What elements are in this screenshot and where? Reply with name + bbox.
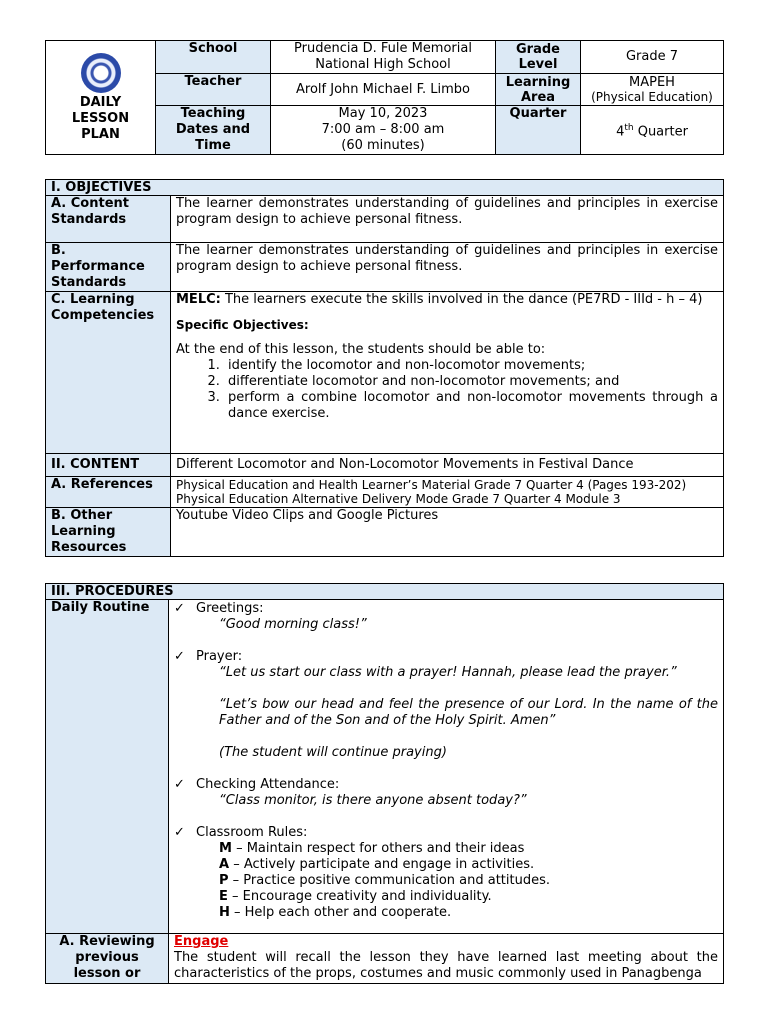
rule-line: E – Encourage creativity and individuality. [219,889,492,904]
label-line: previous [75,950,139,965]
logo-cell [46,41,156,155]
area-value [581,74,724,106]
reference-item: Physical Education and Health Learner’s Material Grade 7 Quarter 4 (Pages 193-202) [176,478,687,492]
specific-objectives-label: Specific Objectives: [176,318,309,332]
prayer-note: (The student will continue praying) [219,745,447,760]
procedures-heading: III. PROCEDURES [46,584,724,600]
school-line: National High School [315,57,451,72]
quarter-value: 4th Quarter [581,106,724,155]
other-resources-text: Youtube Video Clips and Google Pictures [171,508,724,557]
content-label: II. CONTENT [46,454,171,477]
label-line: Standards [51,212,127,227]
label-line: Performance [51,259,145,274]
area-line: (Physical Education) [591,89,713,104]
list-item: 1. identify the locomotor and non-locomotor movements; [224,358,718,374]
check-icon: ✓ [174,825,185,840]
grade-label [496,41,581,74]
objectives-heading: I. OBJECTIVES [46,180,724,196]
grade-label-line: Grade [516,42,560,57]
performance-standards-text: The learner demonstrates understanding of guidelines and principles in exercise program design to achieve personal fitness. [171,243,724,292]
rule-line: P – Practice positive communication and attitudes. [219,873,550,888]
area-label-line: Area [520,89,556,105]
grade-label-line: Level [518,57,558,72]
prayer-item: ✓ Prayer: [174,649,243,664]
procedures-table [45,583,724,984]
content-standards-label [46,196,171,243]
performance-standards-label [46,243,171,292]
rules-item: ✓ Classroom Rules: [174,825,308,840]
label-line: A. Reviewing [59,934,155,949]
grade-value: Grade 7 [581,41,724,74]
references-cell [171,477,724,508]
label-line: Standards [51,275,127,290]
dates-line: May 10, 2023 [338,106,428,121]
school-value [271,41,496,74]
engage-text: The student will recall the lesson they have learned last meeting about the characteristics of the props, costumes and music commonly used in Panagbenga [174,950,718,981]
check-icon: ✓ [174,777,185,792]
quarter-label: Quarter [496,106,581,155]
greetings-item: ✓ Greetings: [174,601,264,616]
check-icon: ✓ [174,601,185,616]
header-table [45,40,724,155]
reviewing-cell [169,934,724,984]
prayer-quote: “Let’s bow our head and feel the presence of our Lord. In the name of the Father and of the Son and of the Holy Spirit. Amen” [219,697,718,728]
label-line: A. Content [51,196,129,211]
engage-heading: Engage [174,934,229,949]
other-resources-label [46,508,171,557]
deped-seal-icon [81,53,121,93]
logo-title-line: DAILY [79,94,122,110]
dates-line: 7:00 am – 8:00 am [321,122,445,137]
objectives-intro: At the end of this lesson, the students should be able to: [176,342,546,357]
rule-line: H – Help each other and cooperate. [219,905,452,920]
label-line: Resources [51,540,127,555]
school-label: School [156,41,271,74]
area-label-line: Learning [505,74,571,90]
area-line: MAPEH [629,74,675,90]
objectives-list [176,358,718,422]
label-line: B. [51,243,66,258]
objectives-table [45,179,724,557]
greetings-quote: “Good morning class!” [219,617,367,632]
teacher-value: Arolf John Michael F. Limbo [271,74,496,106]
dates-line: (60 minutes) [341,138,425,153]
label-line: B. Other [51,508,113,523]
label-line: Learning [51,524,116,539]
melc-line: MELC: The learners execute the skills involved in the dance (PE7RD - IIId - h – 4) [176,292,703,307]
rule-line: M – Maintain respect for others and their ideas [219,841,525,856]
dates-label [156,106,271,155]
references-label: A. References [46,477,171,508]
list-item: 2. differentiate locomotor and non-locomotor movements; and [224,374,718,390]
list-item: 3. perform a combine locomotor and non-locomotor movements through a dance exercise. [224,390,718,422]
teacher-label: Teacher [156,74,271,106]
content-standards-text: The learner demonstrates understanding of guidelines and principles in exercise program design to achieve personal fitness. [171,196,724,243]
daily-routine-label: Daily Routine [46,600,169,934]
logo-title-line: PLAN [81,126,120,142]
dates-label-line: Teaching [180,106,246,121]
attendance-quote: “Class monitor, is there anyone absent today?” [219,793,527,808]
logo-title-line: LESSON [71,110,130,126]
dates-label-line: Dates and [175,122,251,137]
rule-line: A – Actively participate and engage in activities. [219,857,535,872]
dates-value [271,106,496,155]
daily-routine-cell [169,600,724,934]
content-text: Different Locomotor and Non-Locomotor Movements in Festival Dance [171,454,724,477]
dates-label-line: Time [195,138,231,153]
label-line: C. Learning [51,292,135,307]
reference-item: Physical Education Alternative Delivery Mode Grade 7 Quarter 4 Module 3 [176,492,621,506]
label-line: Competencies [51,308,155,323]
attendance-item: ✓ Checking Attendance: [174,777,340,792]
reviewing-label [46,934,169,984]
label-line: lesson or [73,966,141,981]
area-label [496,74,581,106]
prayer-quote: “Let us start our class with a prayer! Hannah, please lead the prayer.” [219,665,677,680]
learning-competencies-cell [171,292,724,454]
school-line: Prudencia D. Fule Memorial [294,41,472,56]
learning-competencies-label [46,292,171,454]
check-icon: ✓ [174,649,185,664]
